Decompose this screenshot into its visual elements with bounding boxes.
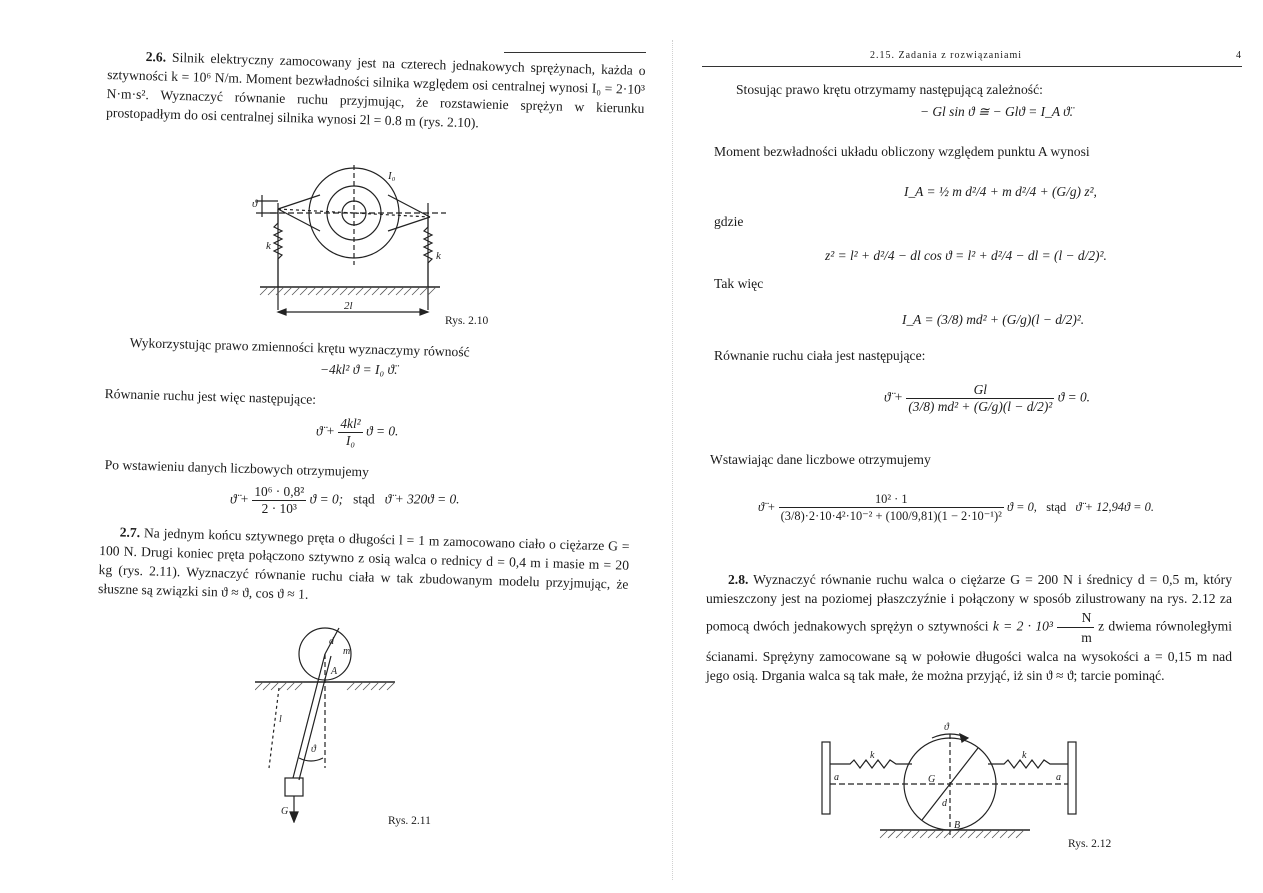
problem-2-8-text-2: z dwiema równoległymi ścianami. Sprężyny zamocowane są w połowie długości walca na wysokości a = 0,15 m nad jego osią. Drgania walca są tak małe, że można przyjąć, iż sin ϑ ≈ ϑ; tarcie pominąć. xyxy=(706,618,1232,683)
problem-2-8-k-value: k = 2 · 10³ xyxy=(992,618,1053,634)
eq3-rhs: ϑ = 0; xyxy=(309,491,344,507)
eq-r6-denominator: (3/8)·2·10·4²·10⁻² + (100/9,81)(1 − 2·10⁻¹)² xyxy=(780,509,1002,523)
figure-2-10 xyxy=(250,165,460,325)
eq-r5-fraction xyxy=(906,382,1054,415)
text-moment-bezwladnosci: Moment bezwładności układu obliczony względem punktu A wynosi xyxy=(714,144,1090,159)
label-k-right: k xyxy=(436,250,441,262)
right-wall xyxy=(1068,742,1076,814)
problem-2-8-text-1: Wyznaczyć równanie ruchu walca o ciężarze G = 200 N i średnicy d = 0,5 m, który umieszczony jest na poziomej płaszczyźnie i połączony w sposób zilustrowany na rys. 2.12 za pomocą dwóch jednakowych sprężyn o sztywności xyxy=(706,572,1232,634)
equation-2 xyxy=(316,416,398,449)
eq-r6-rhs: ϑ = 0, xyxy=(1006,499,1037,514)
unit-denominator: m xyxy=(1081,630,1092,645)
caption-rys-2-10: Rys. 2.10 xyxy=(445,315,489,327)
eq3-stad: stąd xyxy=(353,491,375,507)
eq-r5-lhs: ϑ̈ + xyxy=(884,389,903,405)
figure-2-11 xyxy=(255,618,395,823)
text-stosujac: Stosując prawo krętu otrzymamy następującą zależność: xyxy=(736,82,1043,97)
label-theta: ϑ xyxy=(311,744,316,755)
rod-line-2 xyxy=(299,656,331,780)
eq-r5-numerator: Gl xyxy=(906,382,1054,399)
mass-block xyxy=(285,778,303,796)
problem-2-7 xyxy=(98,522,630,613)
eq2-lhs: ϑ̈ + xyxy=(316,423,335,439)
problem-2-8-unit xyxy=(1057,608,1094,647)
label-k-left: k xyxy=(870,750,875,761)
equation-r4: I_A = (3/8) md² + (G/g)(l − d/2)². xyxy=(902,312,1085,327)
label-theta: ϑ xyxy=(252,198,258,210)
equation-r6 xyxy=(758,492,1154,524)
figure-2-12 xyxy=(820,720,1110,850)
eq3-fraction xyxy=(252,484,306,517)
angle-arc xyxy=(299,758,323,761)
text-rownanie-ruchu-ciala: Równanie ruchu ciała jest następujące: xyxy=(714,348,926,363)
eq-r6-fraction xyxy=(779,492,1004,524)
ground-hatching xyxy=(880,830,1024,838)
ground-hatching xyxy=(260,287,436,295)
eq2-fraction xyxy=(338,416,362,449)
right-page xyxy=(680,0,1263,893)
equation-r2: I_A = ½ m d²/4 + m d²/4 + (G/g) z², xyxy=(904,184,1097,199)
label-G: G xyxy=(928,774,936,785)
eq3-numerator: 10⁶ · 0,8² xyxy=(254,484,305,499)
equation-r5 xyxy=(884,382,1090,415)
label-B: B xyxy=(954,820,961,831)
eq-r5-rhs: ϑ = 0. xyxy=(1057,389,1091,405)
header-rule xyxy=(504,52,646,53)
eq3-result: ϑ̈ + 320ϑ = 0. xyxy=(384,491,460,507)
equation-r3: z² = l² + d²/4 − dl cos ϑ = l² + d²/4 − dl = (l − d/2)². xyxy=(825,248,1107,263)
eq3-denominator: 2 · 10³ xyxy=(261,501,297,516)
page-gutter xyxy=(672,40,673,880)
problem-2-7-number: 2.7. xyxy=(119,524,141,541)
left-spring xyxy=(830,760,912,768)
eq-r6-result: ϑ̈ + 12,94ϑ = 0. xyxy=(1075,499,1154,514)
text-prawo-zmiennosci: Wykorzystując prawo zmienności krętu wyznaczymy równość xyxy=(129,334,470,360)
label-l: l xyxy=(279,714,282,725)
equation-3 xyxy=(230,484,460,517)
label-a-left: a xyxy=(834,772,839,783)
text-rownanie-ruchu: Równanie ruchu jest więc następujące: xyxy=(104,385,317,407)
label-d: d xyxy=(329,636,334,647)
right-spring xyxy=(988,760,1068,768)
label-A: A xyxy=(331,666,338,677)
label-m: m xyxy=(343,646,351,657)
problem-2-6 xyxy=(106,46,646,137)
label-a-right: a xyxy=(1056,772,1061,783)
problem-2-6-text: Silnik elektryczny zamocowany jest na czterech jednakowych sprężynach, każda o sztywności k = 10⁶ N/m. Moment bezwładności silnika względem osi centralnej wynosi I₀ = 2·10³ N·m·s². Wyznaczyć równanie ruchu przyjmując, że rozstawienie sprężyn w kierunku prostopadłym do osi centralnej silnika wynosi 2l = 0.8 m (rys. 2.10). xyxy=(105,49,646,131)
problem-2-8-number: 2.8. xyxy=(728,572,749,587)
text-wstawiajac: Wstawiając dane liczbowe otrzymujemy xyxy=(710,452,931,467)
eq-r6-stad: stąd xyxy=(1046,499,1067,514)
label-d: d xyxy=(942,798,947,809)
text-tak-wiec: Tak więc xyxy=(714,276,764,291)
problem-2-7-text: Na jednym końcu sztywnego pręta o długości l = 1 m zamocowano ciało o ciężarze G = 100 N. Drugi koniec pręta połączono sztywno z osią walca o rednicy d = 0,4 m i masie m = 20 kg (rys. 2.11). Wyznaczyć równanie ruchu ciała w tak zbudowanym modelu przyjmując, że słuszne są związki sin ϑ ≈ ϑ, cos ϑ ≈ 1. xyxy=(97,525,630,602)
label-theta: ϑ xyxy=(944,722,949,733)
page-number: 4 xyxy=(1236,50,1242,61)
eq-r6-lhs: ϑ̈ + xyxy=(758,499,776,514)
text-gdzie: gdzie xyxy=(714,214,744,229)
header-rule xyxy=(702,66,1242,67)
caption-rys-2-11: Rys. 2.11 xyxy=(388,815,431,827)
problem-2-6-number: 2.6. xyxy=(145,49,167,65)
eq2-rhs: ϑ = 0. xyxy=(366,423,399,439)
label-G: G xyxy=(281,806,289,817)
eq2-numerator: 4kl² xyxy=(340,416,361,431)
label-k-right: k xyxy=(1022,750,1027,761)
left-wall xyxy=(822,742,830,814)
label-k-left: k xyxy=(266,240,271,252)
text-po-wstawieniu: Po wstawieniu danych liczbowych otrzymujemy xyxy=(104,456,370,480)
eq2-denominator: I₀ xyxy=(345,433,356,448)
unit-numerator: N xyxy=(1057,608,1094,628)
caption-rys-2-12: Rys. 2.12 xyxy=(1068,838,1112,850)
problem-2-8 xyxy=(706,570,1232,685)
label-I0: I₀ xyxy=(388,170,396,182)
label-2l: 2l xyxy=(344,300,353,312)
eq-r6-numerator: 10² · 1 xyxy=(779,492,1004,508)
equation-1: −4kl² ϑ = I₀ ϑ̈. xyxy=(320,362,398,377)
eq3-lhs: ϑ̈ + xyxy=(230,491,249,507)
running-header: 2.15. Zadania z rozwiązaniami xyxy=(870,50,1022,61)
eq-r5-denominator: (3/8) md² + (G/g)(l − d/2)² xyxy=(908,399,1053,414)
equation-r1: − Gl sin ϑ ≅ − Glϑ = I_A ϑ̈. xyxy=(920,104,1074,119)
